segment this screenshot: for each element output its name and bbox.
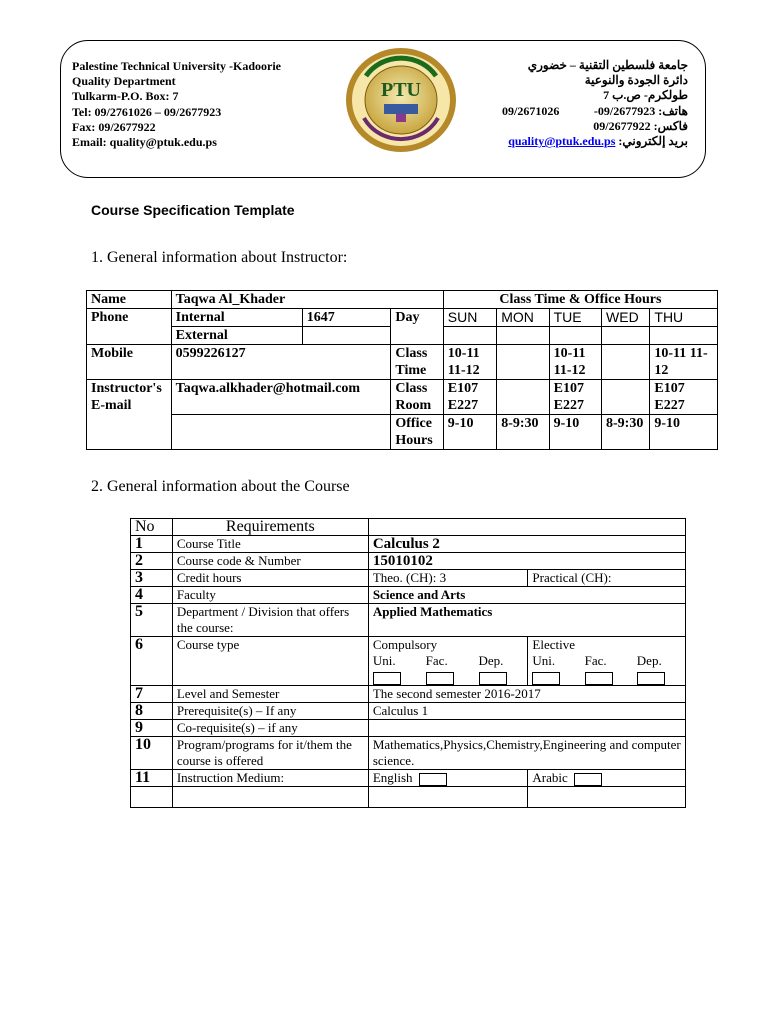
day-empty <box>497 327 549 345</box>
fac-option <box>581 653 633 685</box>
english-checkbox[interactable] <box>419 773 447 786</box>
email: Email: quality@ptuk.edu.ps <box>72 135 217 150</box>
uni-option <box>528 653 580 685</box>
day-empty <box>650 327 718 345</box>
office-hours-mon: 8-9:30 <box>497 415 549 450</box>
arabic-email-label: بريد إلكتروني: <box>618 134 688 149</box>
uni-checkbox[interactable] <box>373 672 401 685</box>
day-thu: THU <box>650 309 718 327</box>
instructor-table <box>86 290 718 450</box>
row-number: 4 <box>131 587 173 604</box>
internal-label: Internal <box>171 309 302 327</box>
uni-label: Uni. <box>532 653 556 668</box>
class-room-sun: E107 E227 <box>443 380 496 415</box>
dep-label: Dep. <box>636 653 662 668</box>
dep-label: Dep. <box>478 653 504 668</box>
prerequisite-value: Calculus 1 <box>368 703 685 720</box>
elective-cell <box>528 637 686 686</box>
day-label: Day <box>391 309 443 345</box>
programs-value: Mathematics,Physics,Chemistry,Engineering and computer science. <box>368 737 685 770</box>
phone-label: Phone <box>87 309 172 345</box>
level-semester-value: The second semester 2016-2017 <box>368 686 685 703</box>
course-table <box>130 518 686 808</box>
document-title: Course Specification Template <box>91 202 295 218</box>
fac-option <box>422 653 475 685</box>
class-room-label: Class Room <box>391 380 443 415</box>
row-number: 3 <box>131 570 173 587</box>
faculty-value: Science and Arts <box>368 587 685 604</box>
department-name: Quality Department <box>72 74 176 89</box>
dep-option <box>475 653 528 685</box>
uni-label: Uni. <box>372 653 396 668</box>
programs-label: Program/programs for it/them the course is offered <box>172 737 368 770</box>
office-hours-wed: 8-9:30 <box>602 415 650 450</box>
letterhead-english <box>72 59 281 150</box>
prerequisite-label: Prerequisite(s) – If any <box>172 703 368 720</box>
row-number: 1 <box>131 536 173 553</box>
fac-checkbox[interactable] <box>585 672 613 685</box>
dep-checkbox[interactable] <box>637 672 665 685</box>
class-time-label: Class Time <box>391 345 443 380</box>
arabic-phone: هاتف: 09/2677923- <box>593 103 688 118</box>
class-time-tue: 10-11 11-12 <box>549 345 601 380</box>
class-room-tue: E107 E227 <box>549 380 601 415</box>
arabic-fax: فاكس: 09/2677922 <box>593 118 688 133</box>
instruction-medium-label: Instruction Medium: <box>172 770 368 787</box>
class-time-mon <box>497 345 549 380</box>
corequisite-label: Co-requisite(s) – if any <box>172 720 368 737</box>
corequisite-value <box>368 720 685 737</box>
row-number: 10 <box>131 737 173 770</box>
external-value <box>302 327 391 345</box>
fac-label: Fac. <box>425 653 448 668</box>
empty-cell <box>172 787 368 808</box>
day-empty <box>602 327 650 345</box>
class-time-sun: 10-11 11-12 <box>443 345 496 380</box>
section-2-heading: 2. General information about the Course <box>91 478 350 495</box>
compulsory-label: Compulsory <box>372 637 438 652</box>
course-code-label: Course code & Number <box>172 553 368 570</box>
schedule-title: Class Time & Office Hours <box>443 291 717 309</box>
name-value: Taqwa Al_Khader <box>171 291 443 309</box>
arabic-university-name: جامعة فلسطين التقنية – خضوري <box>527 58 688 72</box>
arabic-email-line <box>508 134 688 149</box>
arabic-department: دائرة الجودة والنوعية <box>584 73 688 88</box>
email-link[interactable]: quality@ptuk.edu.ps <box>508 134 616 149</box>
english-label: English <box>372 770 413 785</box>
empty-cell <box>368 787 528 808</box>
office-hours-thu: 9-10 <box>650 415 718 450</box>
letterhead-arabic <box>508 58 688 149</box>
no-header: No <box>131 519 173 536</box>
fax: Fax: 09/2677922 <box>72 119 156 134</box>
empty-cell <box>528 787 686 808</box>
internal-value: 1647 <box>302 309 391 327</box>
section-1-heading: 1. General information about Instructor: <box>91 249 348 266</box>
course-type-label: Course type <box>172 637 368 686</box>
day-tue: TUE <box>549 309 601 327</box>
credit-hours-label: Credit hours <box>172 570 368 587</box>
row-number: 8 <box>131 703 173 720</box>
logo-text: PTU <box>381 79 421 101</box>
arabic-checkbox[interactable] <box>574 773 602 786</box>
class-room-mon <box>497 380 549 415</box>
class-time-wed <box>602 345 650 380</box>
external-label: External <box>171 327 302 345</box>
dep-option <box>633 653 685 685</box>
day-mon: MON <box>497 309 549 327</box>
empty-cell <box>368 519 685 536</box>
class-room-wed <box>602 380 650 415</box>
row-number: 7 <box>131 686 173 703</box>
day-wed: WED <box>602 309 650 327</box>
dep-checkbox[interactable] <box>479 672 507 685</box>
course-title-value: Calculus 2 <box>368 536 685 553</box>
mobile-label: Mobile <box>87 345 172 380</box>
name-label: Name <box>87 291 172 309</box>
fac-label: Fac. <box>584 653 607 668</box>
arabic-po-box: طولكرم- ص.ب 7 <box>603 88 688 103</box>
university-name: Palestine Technical University -Kadoorie <box>72 59 281 73</box>
telephone: Tel: 09/2761026 – 09/2677923 <box>72 104 222 119</box>
row-number: 2 <box>131 553 173 570</box>
faculty-label: Faculty <box>172 587 368 604</box>
row-number: 11 <box>131 770 173 787</box>
email-value: Taqwa.alkhader@hotmail.com <box>171 380 391 415</box>
office-hours-tue: 9-10 <box>549 415 601 450</box>
empty-cell <box>171 415 391 450</box>
arabic-label: Arabic <box>532 770 568 785</box>
course-title-label: Course Title <box>172 536 368 553</box>
class-room-thu: E107 E227 <box>650 380 718 415</box>
department-label: Department / Division that offers the course: <box>172 604 368 637</box>
uni-checkbox[interactable] <box>532 672 560 685</box>
day-empty <box>443 327 496 345</box>
elective-options <box>528 653 685 685</box>
arabic-option <box>528 770 686 787</box>
po-box: Tulkarm-P.O. Box: 7 <box>72 89 179 104</box>
level-semester-label: Level and Semester <box>172 686 368 703</box>
practical-hours: Practical (CH): <box>528 570 686 587</box>
theo-hours: Theo. (CH): 3 <box>368 570 528 587</box>
department-value: Applied Mathematics <box>368 604 685 637</box>
email-label: Instructor's E-mail <box>87 380 172 450</box>
empty-cell <box>131 787 173 808</box>
course-code-value: 15010102 <box>368 553 685 570</box>
compulsory-cell <box>368 637 528 686</box>
day-sun: SUN <box>443 309 496 327</box>
english-option <box>368 770 528 787</box>
mobile-value: 0599226127 <box>171 345 391 380</box>
compulsory-options <box>369 653 528 685</box>
phone-2: 09/2671026 <box>502 104 560 118</box>
university-seal-logo <box>344 46 458 154</box>
row-number: 5 <box>131 604 173 637</box>
uni-option <box>369 653 422 685</box>
requirements-header: Requirements <box>172 519 368 536</box>
row-number: 6 <box>131 637 173 686</box>
class-time-thu: 10-11 11-12 <box>650 345 718 380</box>
fac-checkbox[interactable] <box>426 672 454 685</box>
day-empty <box>549 327 601 345</box>
office-hours-sun: 9-10 <box>443 415 496 450</box>
elective-label: Elective <box>532 637 575 652</box>
office-hours-label: Office Hours <box>391 415 443 450</box>
row-number: 9 <box>131 720 173 737</box>
